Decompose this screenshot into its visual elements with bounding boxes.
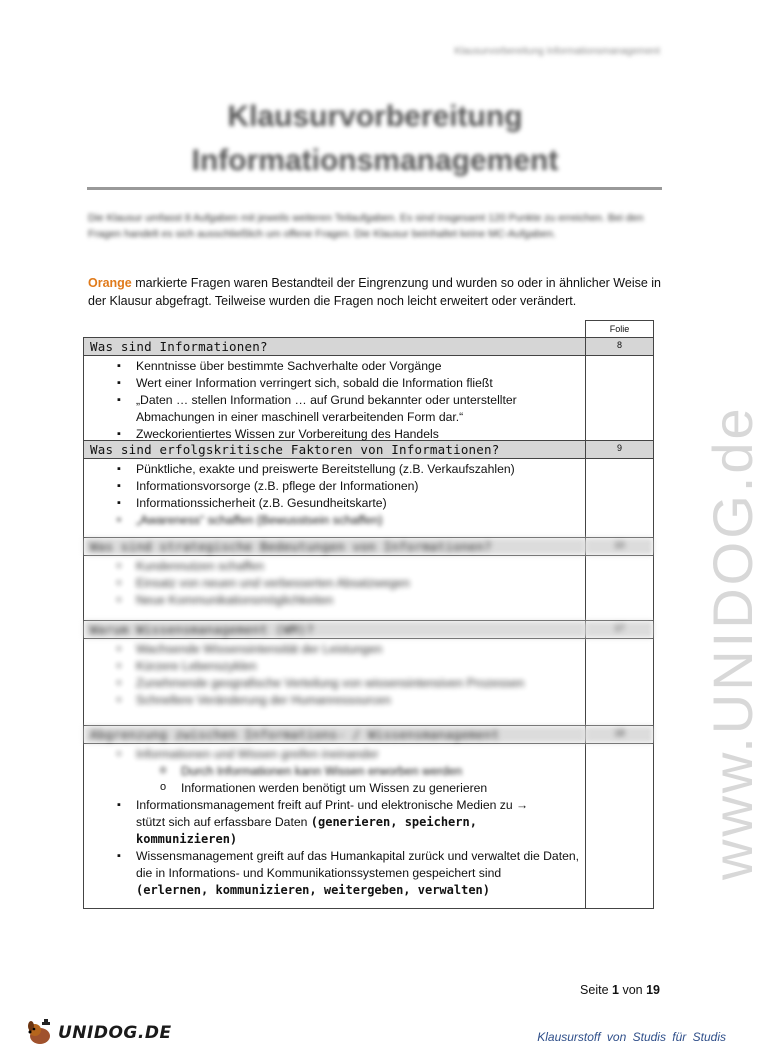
question-title: Abgrenzung zwischen Informations- / Wissensmanagement xyxy=(84,726,586,744)
page-sep: von xyxy=(622,983,643,997)
list-item: ▪ Neue Kommunikationsmöglichkeiten xyxy=(84,592,585,609)
title-line-1: Klausurvorbereitung xyxy=(227,100,523,133)
slide-number: 10 xyxy=(586,538,654,556)
list-item: ▪ Kenntnisse über bestimmte Sachverhalte oder Vorgänge xyxy=(84,358,585,375)
page-prefix: Seite xyxy=(580,983,609,997)
list-item: ▪ Wachsende Wissensintensität der Leistungen xyxy=(84,641,585,658)
orange-note xyxy=(88,274,663,310)
watermark: www.UNIDOG.de xyxy=(701,405,764,880)
sub-list-item: o Informationen werden benötigt um Wissen zu generieren xyxy=(136,780,585,797)
list-item: ▪ Informationssicherheit (z.B. Gesundheitskarte) xyxy=(84,495,585,512)
questions-table xyxy=(83,320,654,909)
list-item: ▪ Schnellere Veränderung der Humanressourcen xyxy=(84,692,585,709)
list-item-wm xyxy=(84,848,585,899)
slide-number: 17 xyxy=(586,621,654,639)
wm-bold: (erlernen, kommunizieren, weitergeben, verwalten) xyxy=(136,883,491,897)
sub-list-item: o Durch Informationen kann Wissen erworben werden xyxy=(136,763,585,780)
logo-text: UNIDOG.DE xyxy=(58,1023,172,1043)
page-total: 19 xyxy=(646,983,660,997)
page-number xyxy=(580,983,660,997)
dog-icon xyxy=(24,1018,54,1048)
slide-number: 18 xyxy=(586,726,654,744)
slide-number: 9 xyxy=(586,441,654,459)
answer-row xyxy=(84,744,654,909)
question-row xyxy=(84,726,654,744)
question-title: Was sind Informationen? xyxy=(84,338,586,356)
list-item: ▪ Wert einer Information verringert sich, sobald die Information fließt xyxy=(84,375,585,392)
question-row xyxy=(84,441,654,459)
document-title xyxy=(0,95,750,183)
footer-slogan: Klausurstoff von Studis für Studis xyxy=(537,1030,726,1044)
list-item: ▪ Einsatz von neuen und verbesserten Absatzwegen xyxy=(84,575,585,592)
list-item: ▪ „Awareness“ schaffen (Bewusstsein schaffen) xyxy=(84,512,585,529)
slide-number: 8 xyxy=(586,338,654,356)
question-row xyxy=(84,338,654,356)
list-item-im xyxy=(84,797,585,848)
question-row xyxy=(84,621,654,639)
answer-row xyxy=(84,556,654,621)
list-item: ▪ Informationsvorsorge (z.B. pflege der Informationen) xyxy=(84,478,585,495)
im-text-2: stützt sich auf erfassbare Daten xyxy=(136,815,308,829)
list-item: ▪ Kürzere Lebenszyklen xyxy=(84,658,585,675)
running-header: Klausurvorbereitung Informationsmanagement xyxy=(454,46,660,57)
question-row xyxy=(84,538,654,556)
list-item: ▪ Informationen und Wissen greifen ineinander xyxy=(84,746,585,763)
answer-row xyxy=(84,356,654,441)
folie-header: Folie xyxy=(586,321,654,338)
page-current: 1 xyxy=(612,983,619,997)
list-item: ▪ Kundennutzen schaffen xyxy=(84,558,585,575)
answer-row xyxy=(84,459,654,538)
intro-paragraph: Die Klausur umfasst 8 Aufgaben mit jeweils weiteren Teilaufgaben. Es sind insgesamt 120 Punkte zu erreichen. Bei den Fragen handelt es sich ausschließlich um offene Fragen. Die Klausur beinhaltet keine MC-Aufgaben. xyxy=(88,212,644,240)
orange-note-text: markierte Fragen waren Bestandteil der Eingrenzung und wurden so oder in ähnlicher Weise in der Klausur abgefragt. Teilweise wurden die Fragen noch leicht erweitert oder verändert. xyxy=(88,276,661,308)
im-text: Informationsmanagement freift auf Print- und elektronische Medien zu xyxy=(136,798,513,812)
arrow-icon: → xyxy=(516,798,529,812)
list-item: ▪ Pünktliche, exakte und preiswerte Bereitstellung (z.B. Verkaufszahlen) xyxy=(84,461,585,478)
question-title: Was sind strategische Bedeutungen von Informationen? xyxy=(84,538,586,556)
question-title: Was sind erfolgskritische Faktoren von Informationen? xyxy=(84,441,586,459)
list-item: ▪ Zweckorientiertes Wissen zur Vorbereitung des Handels xyxy=(84,426,585,443)
list-item: ▪ „Daten … stellen Information … auf Grund bekannter oder unterstellter Abmachungen in einer maschinell verarbeitenden Form dar.“ xyxy=(84,392,585,426)
im-bold: (generieren, speichern, kommunizieren) xyxy=(136,815,477,846)
footer-logo[interactable] xyxy=(24,1018,172,1048)
title-line-2: Informationsmanagement xyxy=(191,144,559,177)
title-rule xyxy=(87,187,662,190)
wm-text: Wissensmanagement greift auf das Humankapital zurück und verwaltet die Daten, die in Informations- und Kommunikationssystemen gespeichert sind xyxy=(136,849,580,880)
list-item: ▪ Zunehmende geografische Verteilung von wissensintensiven Prozessen xyxy=(84,675,585,692)
question-title: Warum Wissensmanagement (WM)? xyxy=(84,621,586,639)
sub-list-container xyxy=(84,763,585,797)
orange-highlight: Orange xyxy=(88,276,132,290)
table-corner xyxy=(84,321,586,338)
answer-row xyxy=(84,639,654,726)
